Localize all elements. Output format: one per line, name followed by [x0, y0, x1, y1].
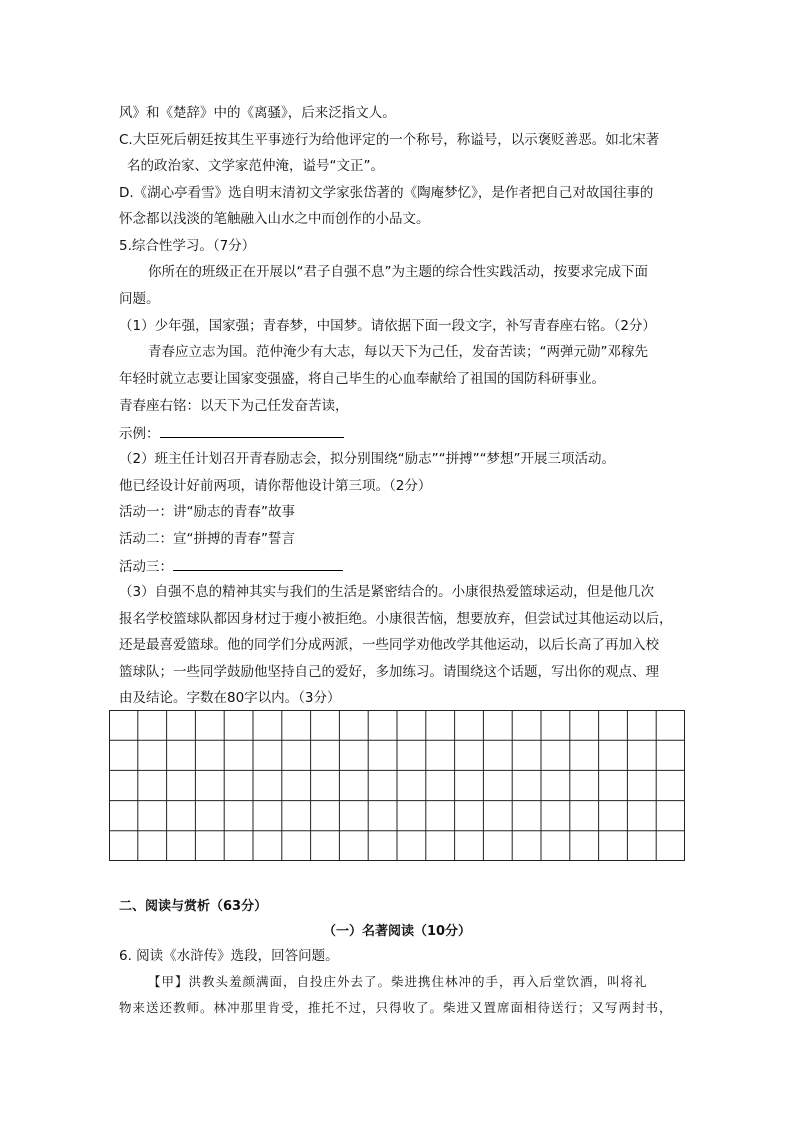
option-c-text: C.大臣死后朝廷按其生平事迹行为给他评定的一个称号，称谥号，以示褒贬善恶。如北宋著	[119, 132, 660, 148]
question-5-intro: 你所在的班级正在开展以“君子自强不息”为主题的综合性实践活动，按要求完成下面	[148, 264, 648, 280]
option-d-text: D.《湖心亭看雪》选自明末清初文学家张岱著的《陶庵梦忆》，是作者把自己对故国往事的	[119, 185, 654, 201]
passage-text-continued: 年轻时就立志要让国家变强盛，将自己毕生的心血奉献给了祖国的国防科研事业。	[119, 371, 605, 387]
activity-three-line	[119, 556, 343, 576]
option-d-continued: 怀念都以浅淡的笔触融入山水之中而创作的小品文。	[119, 211, 430, 227]
subquestion-3-line5: 由及结论。字数在80字以内。（3分）	[119, 690, 341, 706]
subquestion-3-line3: 还是最喜爱篮球。他的同学们分成两派，一些同学劝他改学其他运动，以后长高了再加入校	[119, 637, 659, 653]
question-5-intro-continued: 问题。	[119, 291, 160, 307]
subsection-heading: （一）名著阅读（10分）	[322, 924, 472, 939]
subquestion-3-line4: 篮球队；一些同学鼓励他坚持自己的爱好，多加练习。请围绕这个话题，写出你的观点、理	[119, 664, 659, 680]
subquestion-2-continued: 他已经设计好前两项，请你帮他设计第三项。（2分）	[119, 478, 432, 494]
motto-prompt: 青春座右铭：以天下为己任发奋苦读，	[119, 398, 349, 414]
activity-three-label: 活动三：	[119, 559, 173, 575]
example-answer-line	[119, 423, 344, 443]
subquestion-1: （1）少年强，国家强；青春梦，中国梦。请依据下面一段文字，补写青春座右铭。（2分）	[119, 318, 656, 334]
activity-two: 活动二：宣“拼搏的青春”誓言	[119, 531, 295, 547]
excerpt-line-1: 【甲】洪教头羞颜满面，自投庄外去了。柴进携住林冲的手，再入后堂饮酒，叫将礼	[148, 974, 648, 989]
example-answer-blank[interactable]	[160, 423, 344, 438]
activity-one: 活动一：讲“励志的青春”故事	[119, 504, 295, 520]
question-5-title: 5.综合性学习。（7分）	[119, 238, 256, 254]
text-line: 风》和《楚辞》中的《离骚》，后来泛指文人。	[119, 105, 396, 121]
excerpt-line-2: 物来送还教师。林冲那里肯受，推托不过，只得收了。柴进又置席面相待送行；又写两封书，	[119, 1000, 673, 1015]
subquestion-3: （3）自强不息的精神其实与我们的生活是紧密结合的。小康很热爱篮球运动，但是他几次	[119, 584, 655, 600]
example-label: 示例：	[119, 426, 160, 442]
writing-grid[interactable]	[109, 710, 685, 861]
activity-three-blank[interactable]	[173, 556, 343, 571]
question-6-title: 6. 阅读《水浒传》选段，回答问题。	[119, 948, 339, 964]
subquestion-3-line2: 报名学校篮球队都因身材过于瘦小被拒绝。小康很苦恼，想要放弃，但尝试过其他运动以后，	[119, 611, 673, 627]
subquestion-2: （2）班主任计划召开青春励志会，拟分别围绕“励志”“拼搏”“梦想”开展三项活动。	[119, 451, 616, 467]
passage-text: 青春应立志为国。范仲淹少有大志，每以天下为己任，发奋苦读；“两弹元勋”邓稼先	[148, 344, 648, 360]
option-c-continued: 名的政治家、文学家范仲淹，谥号“文正”。	[127, 158, 384, 174]
section-2-heading: 二、阅读与赏析（63分）	[119, 899, 268, 914]
